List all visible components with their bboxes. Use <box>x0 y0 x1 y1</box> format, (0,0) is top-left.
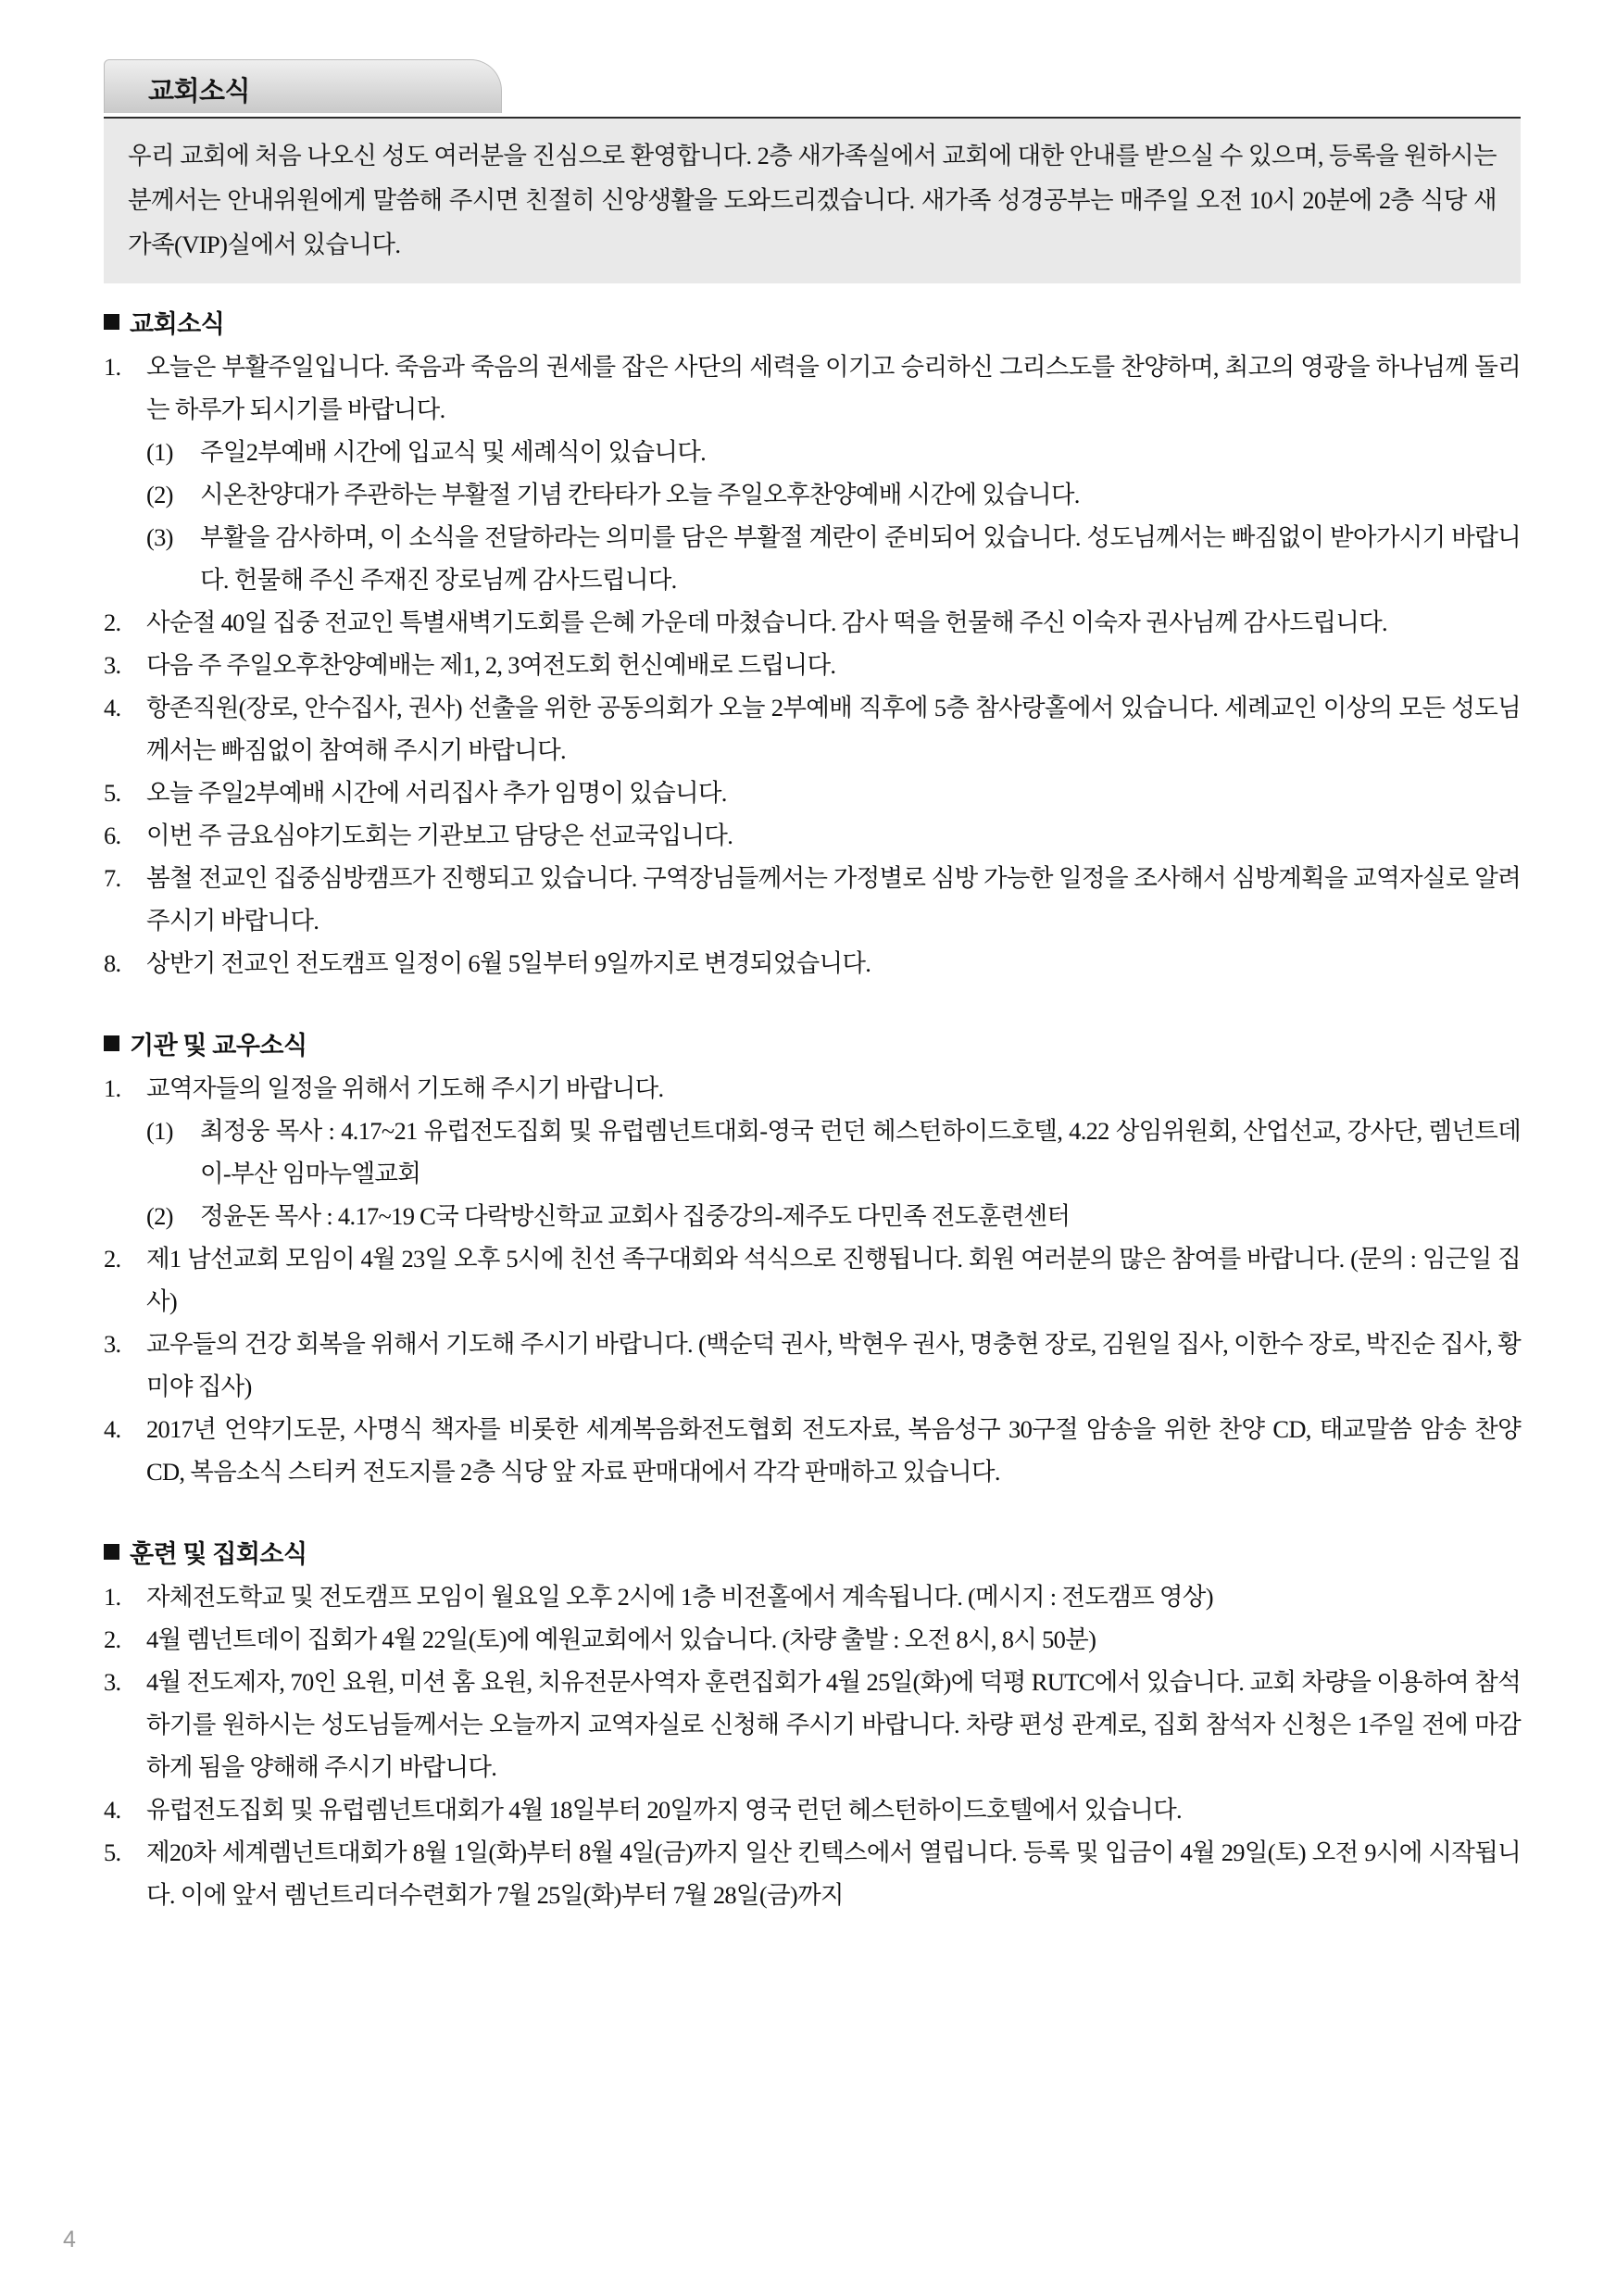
list-item-text: 4월 렘넌트데이 집회가 4월 22일(토)에 예원교회에서 있습니다. (차량 출발 : 오전 8시, 8시 50분) <box>146 1625 1096 1653</box>
list-item <box>104 1831 1521 1916</box>
square-bullet-icon <box>104 1035 119 1051</box>
list-item-number: 2. <box>104 609 121 636</box>
section-heading <box>104 1534 1521 1570</box>
sub-list-item <box>146 1195 1521 1237</box>
list-item-number: 1. <box>104 353 121 381</box>
list-item-number: 2. <box>104 1625 121 1653</box>
section-church-news <box>104 304 1521 985</box>
page-title: 교회소식 <box>148 77 251 107</box>
sub-list-item-text: 부활을 감사하며, 이 소식을 전달하라는 의미를 담은 부활절 계란이 준비되어 있습니다. 성도님께서는 빠짐없이 받아가시기 바랍니다. 헌물해 주신 주재진 장로님께 감사드립니다. <box>200 523 1521 594</box>
list-item-number: 1. <box>104 1074 121 1102</box>
sub-list-item <box>146 431 1521 473</box>
welcome-notice-box <box>104 117 1521 283</box>
list-item-text: 제20차 세계렘넌트대회가 8월 1일(화)부터 8월 4일(금)까지 일산 킨텍스에서 열립니다. 등록 및 입금이 4월 29일(토) 오전 9시에 시작됩니다. 이에 앞서 렘넌트리더수련회가 7월 25일(화)부터 7월 28일(금)까지 <box>146 1838 1521 1909</box>
sub-list-item-text: 시온찬양대가 주관하는 부활절 기념 칸타타가 오늘 주일오후찬양예배 시간에 있습니다. <box>200 481 1080 508</box>
sub-list-item-number: (2) <box>146 1202 173 1230</box>
list-item-text: 상반기 전교인 전도캠프 일정이 6월 5일부터 9일까지로 변경되었습니다. <box>146 949 871 977</box>
list-item <box>104 601 1521 644</box>
news-list <box>104 1575 1521 1916</box>
list-item-text: 교우들의 건강 회복을 위해서 기도해 주시기 바랍니다. (백순덕 권사, 박현우 권사, 명충현 장로, 김원일 집사, 이한수 장로, 박진순 집사, 황미야 집사) <box>146 1330 1521 1400</box>
list-item <box>104 345 1521 601</box>
sub-list <box>146 431 1521 601</box>
sub-list-item <box>146 516 1521 601</box>
list-item-number: 3. <box>104 1330 121 1358</box>
list-item <box>104 857 1521 942</box>
section-heading <box>104 304 1521 340</box>
list-item <box>104 1575 1521 1618</box>
list-item <box>104 686 1521 772</box>
section-heading <box>104 1025 1521 1061</box>
sub-list-item <box>146 1110 1521 1195</box>
news-list <box>104 1067 1521 1493</box>
list-item <box>104 644 1521 686</box>
list-item <box>104 1618 1521 1661</box>
sub-list-item-text: 최정웅 목사 : 4.17~21 유럽전도집회 및 유럽렘넌트대회-영국 런던 헤스턴하이드호텔, 4.22 상임위원회, 산업선교, 강사단, 렘넌트데이-부산 임마누엘교회 <box>200 1117 1521 1187</box>
square-bullet-icon <box>104 1544 119 1560</box>
section-tab-header <box>104 59 1521 117</box>
page-content <box>104 59 1521 1916</box>
list-item-text: 봄철 전교인 집중심방캠프가 진행되고 있습니다. 구역장님들께서는 가정별로 심방 가능한 일정을 조사해서 심방계획을 교역자실로 알려주시기 바랍니다. <box>146 864 1521 935</box>
list-item-text: 교역자들의 일정을 위해서 기도해 주시기 바랍니다. <box>146 1074 664 1102</box>
section-training-and-meeting-news <box>104 1534 1521 1916</box>
list-item-text: 자체전도학교 및 전도캠프 모임이 월요일 오후 2시에 1층 비전홀에서 계속됩니다. (메시지 : 전도캠프 영상) <box>146 1583 1213 1611</box>
list-item <box>104 1788 1521 1831</box>
sub-list-item-text: 주일2부예배 시간에 입교식 및 세례식이 있습니다. <box>200 438 707 466</box>
list-item-number: 7. <box>104 864 121 892</box>
list-item-number: 6. <box>104 822 121 849</box>
list-item-number: 1. <box>104 1583 121 1611</box>
list-item <box>104 1408 1521 1493</box>
news-list <box>104 345 1521 985</box>
list-item-text: 이번 주 금요심야기도회는 기관보고 담당은 선교국입니다. <box>146 822 733 849</box>
list-item-text: 2017년 언약기도문, 사명식 책자를 비롯한 세계복음화전도협회 전도자료, 복음성구 30구절 암송을 위한 찬양 CD, 태교말씀 암송 찬양 CD, 복음소식 스티커 전도지를 2층 식당 앞 자료 판매대에서 각각 판매하고 있습니다. <box>146 1415 1521 1486</box>
sub-list-item-number: (1) <box>146 1117 173 1145</box>
list-item-text: 오늘은 부활주일입니다. 죽음과 죽음의 권세를 잡은 사단의 세력을 이기고 승리하신 그리스도를 찬양하며, 최고의 영광을 하나님께 돌리는 하루가 되시기를 바랍니다. <box>146 353 1521 423</box>
sub-list-item <box>146 473 1521 516</box>
list-item-text: 항존직원(장로, 안수집사, 권사) 선출을 위한 공동의회가 오늘 2부예배 직후에 5층 참사랑홀에서 있습니다. 세례교인 이상의 모든 성도님께서는 빠짐없이 참여해 주시기 바랍니다. <box>146 694 1521 764</box>
list-item <box>104 1661 1521 1788</box>
sub-list-item-number: (2) <box>146 481 173 508</box>
list-item <box>104 1323 1521 1408</box>
list-item-text: 제1 남선교회 모임이 4월 23일 오후 5시에 친선 족구대회와 석식으로 진행됩니다. 회원 여러분의 많은 참여를 바랍니다. (문의 : 임근일 집사) <box>146 1245 1521 1315</box>
list-item-number: 3. <box>104 1668 121 1696</box>
square-bullet-icon <box>104 314 119 330</box>
sub-list-item-text: 정윤돈 목사 : 4.17~19 C국 다락방신학교 교회사 집중강의-제주도 다민족 전도훈련센터 <box>200 1202 1071 1230</box>
page-number: 4 <box>63 2227 76 2252</box>
list-item-number: 2. <box>104 1245 121 1273</box>
section-organization-and-member-news <box>104 1025 1521 1493</box>
list-item-text: 오늘 주일2부예배 시간에 서리집사 추가 임명이 있습니다. <box>146 779 727 807</box>
sub-list-item-number: (3) <box>146 523 173 551</box>
list-item <box>104 942 1521 985</box>
list-item-text: 유럽전도집회 및 유럽렘넌트대회가 4월 18일부터 20일까지 영국 런던 헤스턴하이드호텔에서 있습니다. <box>146 1796 1182 1824</box>
list-item-number: 4. <box>104 694 121 721</box>
list-item-text: 4월 전도제자, 70인 요원, 미션 홈 요원, 치유전문사역자 훈련집회가 4월 25일(화)에 덕평 RUTC에서 있습니다. 교회 차량을 이용하여 참석하기를 원하시는 성도님들께서는 오늘까지 교역자실로 신청해 주시기 바랍니다. 차량 편성 관계로, 집회 참석자 신청은 1주일 전에 마감하게 됨을 양해해 주시기 바랍니다. <box>146 1668 1521 1781</box>
list-item <box>104 1237 1521 1323</box>
section-title: 기관 및 교우소식 <box>130 1032 307 1060</box>
sub-list-item-number: (1) <box>146 438 173 466</box>
list-item-number: 4. <box>104 1415 121 1443</box>
list-item-number: 4. <box>104 1796 121 1824</box>
list-item-text: 사순절 40일 집중 전교인 특별새벽기도회를 은혜 가운데 마쳤습니다. 감사 떡을 헌물해 주신 이숙자 권사님께 감사드립니다. <box>146 609 1387 636</box>
section-title: 교회소식 <box>130 310 225 338</box>
list-item <box>104 814 1521 857</box>
list-item-number: 5. <box>104 1838 121 1866</box>
list-item-number: 3. <box>104 651 121 679</box>
sub-list <box>146 1110 1521 1237</box>
section-title: 훈련 및 집회소식 <box>130 1540 307 1568</box>
list-item <box>104 1067 1521 1237</box>
list-item <box>104 772 1521 814</box>
list-item-number: 5. <box>104 779 121 807</box>
welcome-notice-text: 우리 교회에 처음 나오신 성도 여러분을 진심으로 환영합니다. 2층 새가족실에서 교회에 대한 안내를 받으실 수 있으며, 등록을 원하시는 분께서는 안내위원에게 말씀해 주시면 친절히 신앙생활을 도와드리겠습니다. 새가족 성경공부는 매주일 오전 10시 20분에 2층 식당 새가족(VIP)실에서 있습니다. <box>128 142 1497 258</box>
list-item-text: 다음 주 주일오후찬양예배는 제1, 2, 3여전도회 헌신예배로 드립니다. <box>146 651 836 679</box>
list-item-number: 8. <box>104 949 121 977</box>
